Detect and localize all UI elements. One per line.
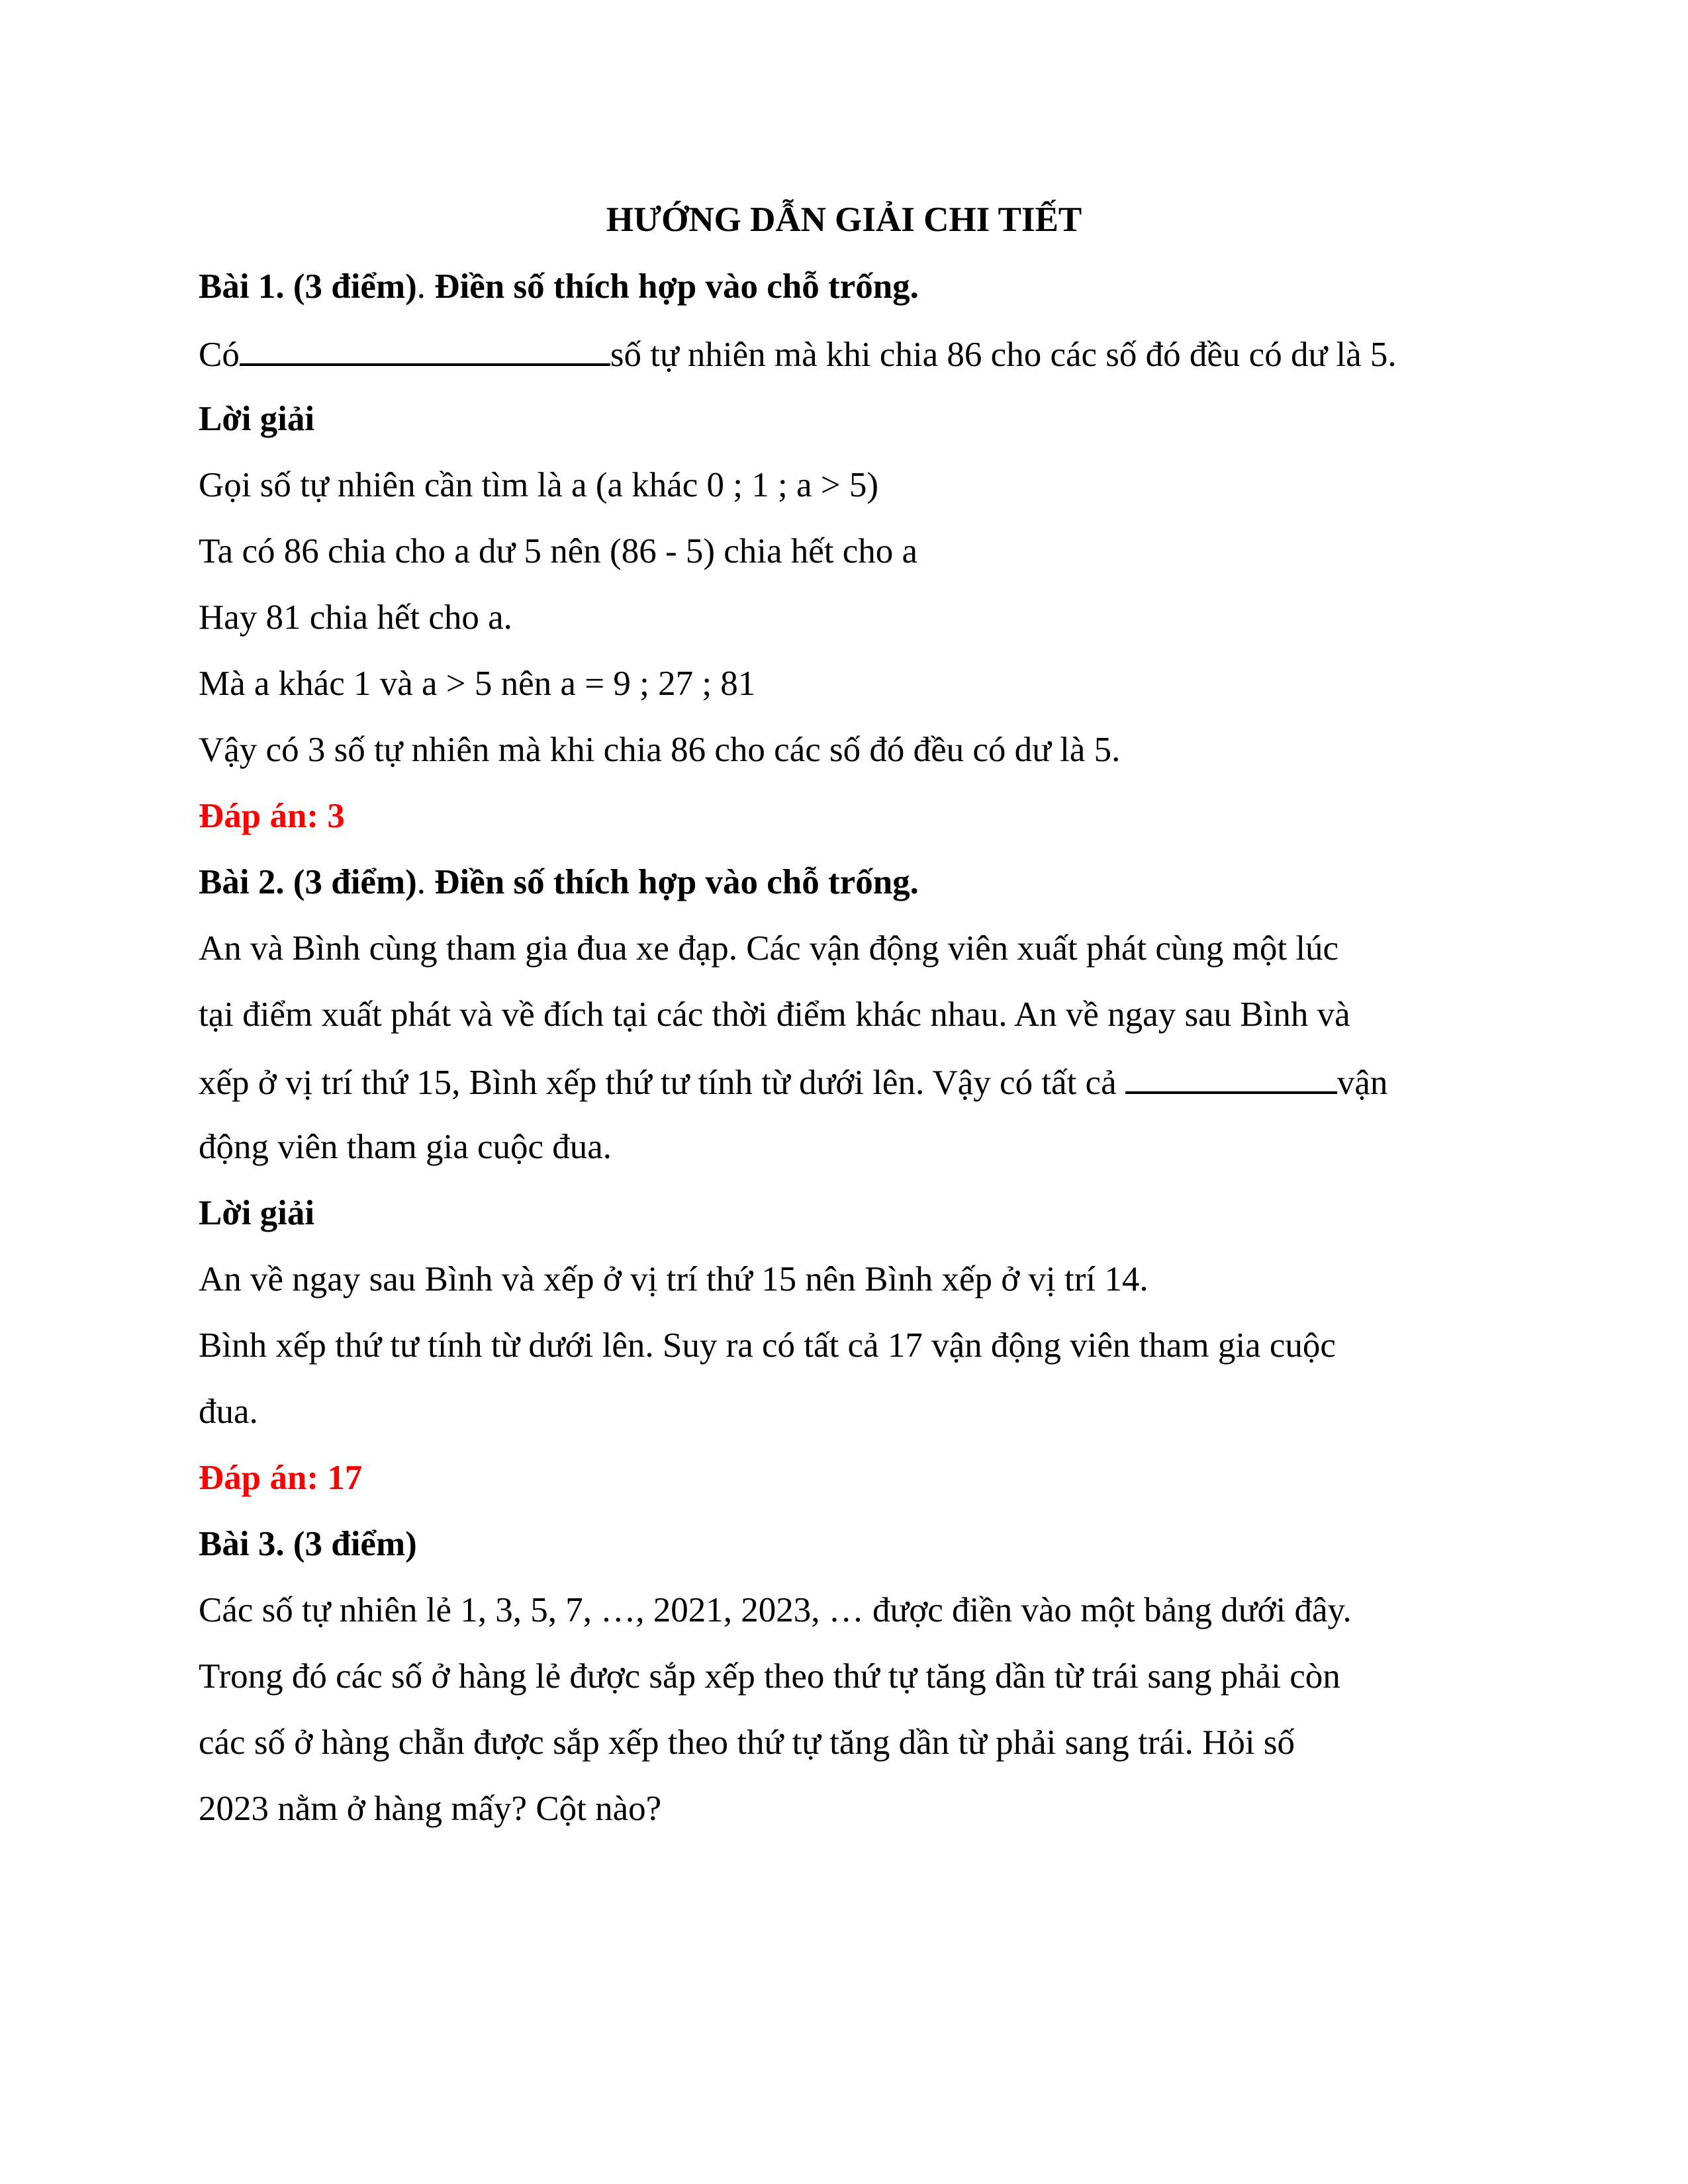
problem-2-answer: Đáp án: 17 <box>199 1459 363 1497</box>
problem-1-heading-dot: . <box>416 267 426 306</box>
problem-3-question-line: các số ở hàng chẵn được sắp xếp theo thứ tự tăng dần từ phải sang trái. Hỏi số <box>199 1723 1295 1762</box>
problem-1-heading-line <box>199 267 919 306</box>
page-title: HƯỚNG DẪN GIẢI CHI TIẾT <box>606 201 1082 239</box>
problem-3-question-line: 2023 nằm ở hàng mấy? Cột nào? <box>199 1790 662 1828</box>
problem-3-heading: Bài 3. (3 điểm) <box>199 1525 417 1563</box>
problem-2-heading-line <box>199 862 919 902</box>
problem-2-solution-line: An về ngay sau Bình và xếp ở vị trí thứ 15 nên Bình xếp ở vị trí 14. <box>199 1260 1149 1298</box>
problem-3-question-line: Trong đó các số ở hàng lẻ được sắp xếp theo thứ tự tăng dần từ trái sang phải còn <box>199 1657 1340 1696</box>
problem-2-question-line: động viên tham gia cuộc đua. <box>199 1128 612 1166</box>
problem-2-solution-line: đua. <box>199 1392 258 1431</box>
problem-1-question-suffix: số tự nhiên mà khi chia 86 cho các số đó đều có dư là 5. <box>610 336 1397 374</box>
problem-1-answer: Đáp án: 3 <box>199 797 345 835</box>
problem-1-heading: Bài 1. (3 điểm) <box>199 267 417 306</box>
problem-1-answer-blank[interactable] <box>240 333 610 366</box>
problem-1-question-prefix: Có <box>199 336 240 374</box>
problem-1-solution-label: Lời giải <box>199 400 315 438</box>
problem-2-solution-label: Lời giải <box>199 1194 315 1232</box>
problem-1-solution-line: Vậy có 3 số tự nhiên mà khi chia 86 cho các số đó đều có dư là 5. <box>199 731 1121 769</box>
problem-2-instruction: Điền số thích hợp vào chỗ trống. <box>426 863 919 901</box>
problem-2-heading: Bài 2. (3 điểm) <box>199 863 417 901</box>
problem-1-instruction: Điền số thích hợp vào chỗ trống. <box>426 267 919 306</box>
problem-1-solution-line: Gọi số tự nhiên cần tìm là a (a khác 0 ; 1 ; a > 5) <box>199 466 879 504</box>
problem-2-answer-blank[interactable] <box>1125 1061 1337 1094</box>
problem-1-solution-line: Ta có 86 chia cho a dư 5 nên (86 - 5) chia hết cho a <box>199 532 918 570</box>
problem-2-question-line: tại điểm xuất phát và về đích tại các thời điểm khác nhau. An về ngay sau Bình và <box>199 995 1350 1034</box>
problem-1-solution-line: Mà a khác 1 và a > 5 nên a = 9 ; 27 ; 81 <box>199 664 756 703</box>
problem-1-question <box>199 333 1397 375</box>
problem-2-question-line3-prefix: xếp ở vị trí thứ 15, Bình xếp thứ tư tính từ dưới lên. Vậy có tất cả <box>199 1064 1125 1102</box>
problem-1-solution-line: Hay 81 chia hết cho a. <box>199 598 512 637</box>
problem-2-question-line3-suffix: vận <box>1336 1064 1388 1102</box>
problem-2-question-line: An và Bình cùng tham gia đua xe đạp. Các vận động viên xuất phát cùng một lúc <box>199 929 1339 968</box>
problem-3-question-line: Các số tự nhiên lẻ 1, 3, 5, 7, …, 2021, 2023, … được điền vào một bảng dưới đây. <box>199 1591 1352 1629</box>
problem-2-heading-dot: . <box>416 863 426 901</box>
problem-2-question-line-with-blank <box>199 1061 1387 1103</box>
problem-2-solution-line: Bình xếp thứ tư tính từ dưới lên. Suy ra có tất cả 17 vận động viên tham gia cuộc <box>199 1326 1336 1365</box>
